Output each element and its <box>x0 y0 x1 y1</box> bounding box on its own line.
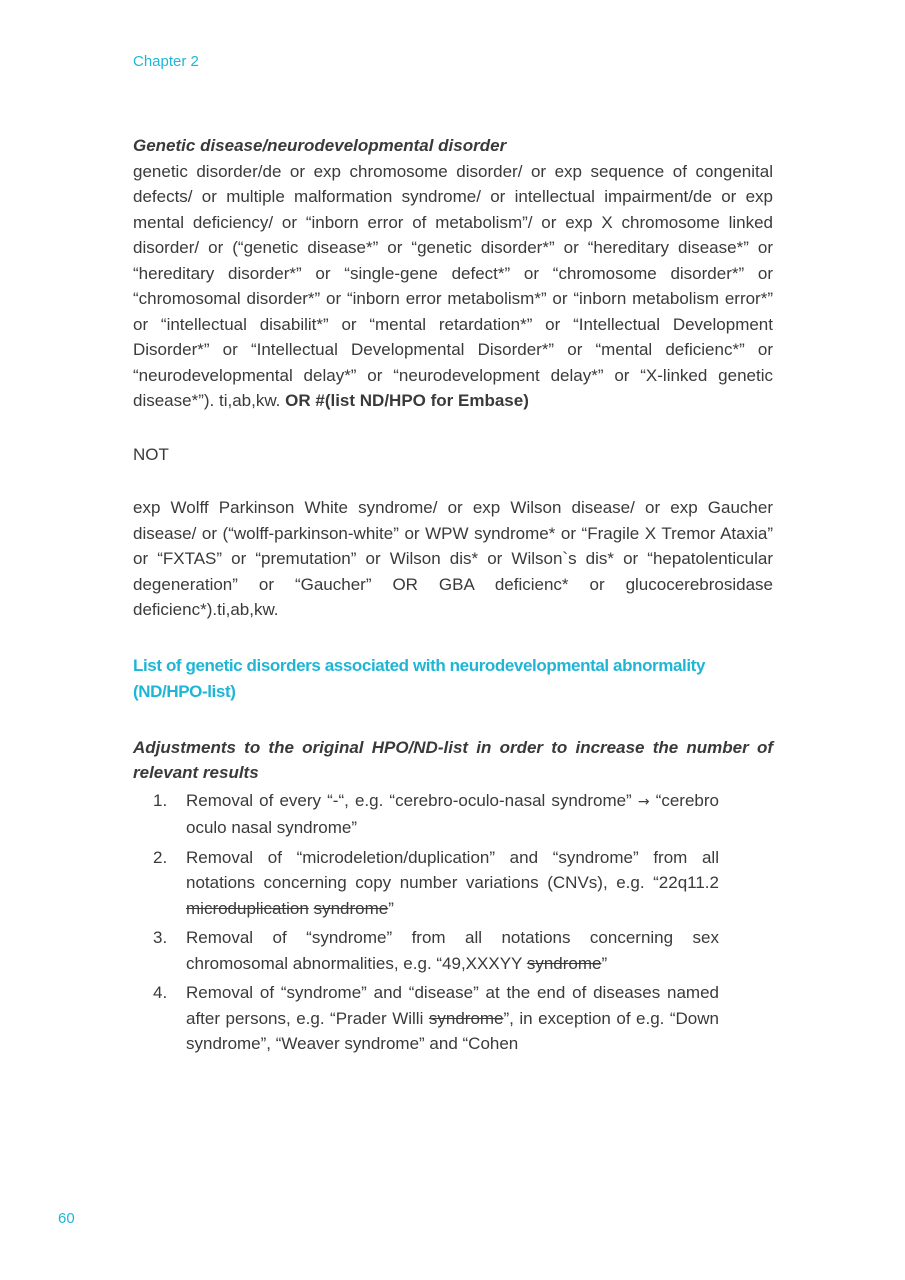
list-item-text-part: ” <box>601 953 608 973</box>
list-item-text-part: “cerebro oculo nasal syndrome” <box>186 790 719 837</box>
list-item-text <box>186 788 719 841</box>
exclusion-query-paragraph: exp Wolff Parkinson White syndrome/ or exp Wilson disease/ or exp Gaucher disease/ or (“wolff-parkinson-white” or WPW syndrome* or “Fragile X Tremor Ataxia” or “FXTAS” or “premutation” or Wilson dis* or Wilson`s dis* or “hepatolenticular degeneration” or “Gaucher” OR GBA deficienc* or glucocerebrosidase deficienc*).ti,ab,kw. <box>133 498 773 619</box>
search-subheading: Genetic disease/neurodevelopmental disorder <box>133 136 507 155</box>
list-item-text-part: ” <box>388 898 394 918</box>
arrow-right-icon: → <box>637 793 650 810</box>
list-item-text-part: Removal of “syndrome” and “disease” at the end of diseases named after persons, e.g. “Prader Willi <box>186 983 719 1028</box>
list-item-text-part: Removal of “syndrome” from all notations concerning sex chromosomal abnormalities, e.g. “49,XXXYY <box>186 928 719 973</box>
list-item <box>133 845 719 922</box>
search-query-text: genetic disorder/de or exp chromosome disorder/ or exp sequence of congenital defects/ or multiple malformation syndrome/ or intellectual impairment/de or exp mental deficiency/ or “inborn error of metabolism”/ or exp X chromosome linked disorder/ or (“genetic disease*” or “genetic disorder*” or “hereditary disease*” or “hereditary disorder*” or “single-gene defect*” or “chromosome disorder*” or “chromosomal disorder*” or “inborn error metabolism*” or “inborn metabolism error*” or “intellectual disabilit*” or “mental retardation*” or “Intellectual Development Disorder*” or “Intellectual Developmental Disorder*” or “mental deficienc*” or “neurodevelopmental delay*” or “neurodevelopment delay*” or “X-linked genetic disease*”). ti,ab,kw. <box>133 161 773 410</box>
list-item-text <box>186 925 719 976</box>
list-item <box>133 925 719 976</box>
list-item <box>133 788 719 841</box>
not-operator-label: NOT <box>133 444 169 464</box>
search-query-embase-suffix: OR #(list ND/HPO for Embase) <box>285 391 529 410</box>
struck-word: syndrome <box>428 1008 504 1028</box>
section-heading: List of genetic disorders associated with neurodevelopmental abnormality (ND/HPO-list) <box>133 655 706 701</box>
search-query-paragraph <box>133 159 773 414</box>
list-item-text <box>186 845 719 922</box>
list-item-text-part: Removal of “microdeletion/duplication” and “syndrome” from all notations concerning copy number variations (CNVs), e.g. “22q11.2 <box>186 847 719 892</box>
adjustments-list <box>133 788 773 1057</box>
list-item-text-part: Removal of every “-“, e.g. “cerebro-oculo-nasal syndrome” <box>186 790 632 810</box>
page-content <box>133 133 773 1061</box>
list-item <box>133 980 719 1057</box>
list-item-number: 3. <box>153 928 168 947</box>
list-item-number: 4. <box>153 983 168 1002</box>
list-item-number: 1. <box>153 790 168 810</box>
adjustments-heading: Adjustments to the original HPO/ND-list in order to increase the number of relevant results <box>133 737 773 782</box>
struck-word: syndrome <box>526 953 602 973</box>
list-item-number: 2. <box>153 847 168 867</box>
list-item-text <box>186 980 719 1057</box>
page-number: 60 <box>58 1210 75 1227</box>
list-item-text-part: ”, in exception of e.g. “Down syndrome”, “Weaver syndrome” and “Cohen <box>186 1008 719 1053</box>
struck-word: microduplication <box>186 898 309 918</box>
chapter-label: Chapter 2 <box>133 53 199 70</box>
struck-word: syndrome <box>313 898 389 918</box>
